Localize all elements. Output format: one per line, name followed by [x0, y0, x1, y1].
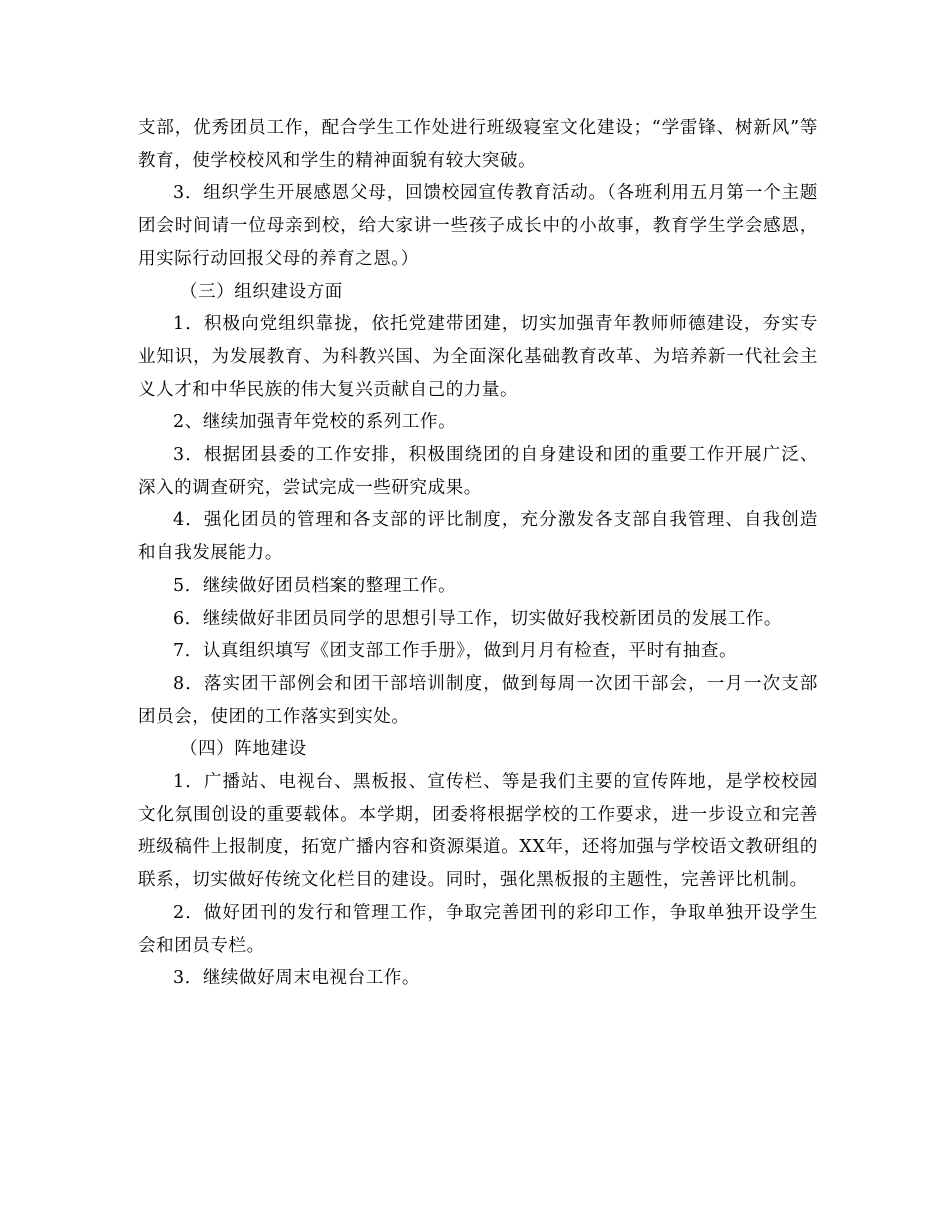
- section-heading-organization: （三）组织建设方面: [180, 281, 343, 302]
- paragraph-item-4-management: 4．强化团员的管理和各支部的评比制度，充分激发各支部自我管理、自我创造和自我发展能力。: [138, 510, 818, 564]
- paragraph-item-3-gratitude: 3．组织学生开展感恩父母，回馈校园宣传教育活动。（各班利用五月第一个主题团会时间请一位母亲到校，给大家讲一些孩子成长中的小故事，教育学生学会感恩，用实际行动回报父母的养育之恩。）: [138, 183, 818, 269]
- paragraph-continuation: 支部，优秀团员工作，配合学生工作处进行班级寝室文化建设；“学雷锋、树新风”等教育，使学校校风和学生的精神面貌有较大突破。: [138, 118, 818, 171]
- paragraph-item-3-weekend-tv: 3．继续做好周末电视台工作。: [173, 968, 421, 989]
- paragraph-item-5-archives: 5．继续做好团员档案的整理工作。: [173, 575, 457, 596]
- paragraph-item-1-party: 1．积极向党组织靠拢，依托党建带团建，切实加强青年教师师德建设，夯实专业知识，为发展教育、为科教兴国、为全面深化基础教育改革、为培养新一代社会主义人才和中华民族的伟大复兴贡献自己的力量。: [138, 314, 818, 400]
- paragraph-item-2-party-school: 2、继续加强青年党校的系列工作。: [173, 412, 457, 433]
- paragraph-item-6-guidance: 6．继续做好非团员同学的思想引导工作，切实做好我校新团员的发展工作。: [173, 608, 783, 629]
- paragraph-item-7-handbook: 7．认真组织填写《团支部工作手册》，做到月月有检查，平时有抽查。: [173, 641, 738, 662]
- document-body: [138, 112, 818, 995]
- paragraph-item-1-broadcast: 1．广播站、电视台、黑板报、宣传栏、等是我们主要的宣传阵地，是学校校园文化氛围创设的重要载体。本学期，团委将根据学校的工作要求，进一步设立和完善班级稿件上报制度，拓宽广播内容和资源渠道。XX年，还将加强与学校语文教研组的联系，切实做好传统文化栏目的建设。同时，强化黑板报的主题性，完善评比机制。: [138, 772, 818, 891]
- section-heading-positions: （四）阵地建设: [180, 739, 307, 760]
- paragraph-item-3-research: 3．根据团县委的工作安排，积极围绕团的自身建设和团的重要工作开展广泛、深入的调查研究，尝试完成一些研究成果。: [138, 445, 818, 498]
- paragraph-item-8-meetings: 8．落实团干部例会和团干部培训制度，做到每周一次团干部会，一月一次支部团员会，使团的工作落实到实处。: [138, 673, 818, 727]
- paragraph-item-2-journal: 2．做好团刊的发行和管理工作，争取完善团刊的彩印工作，争取单独开设学生会和团员专栏。: [138, 902, 818, 956]
